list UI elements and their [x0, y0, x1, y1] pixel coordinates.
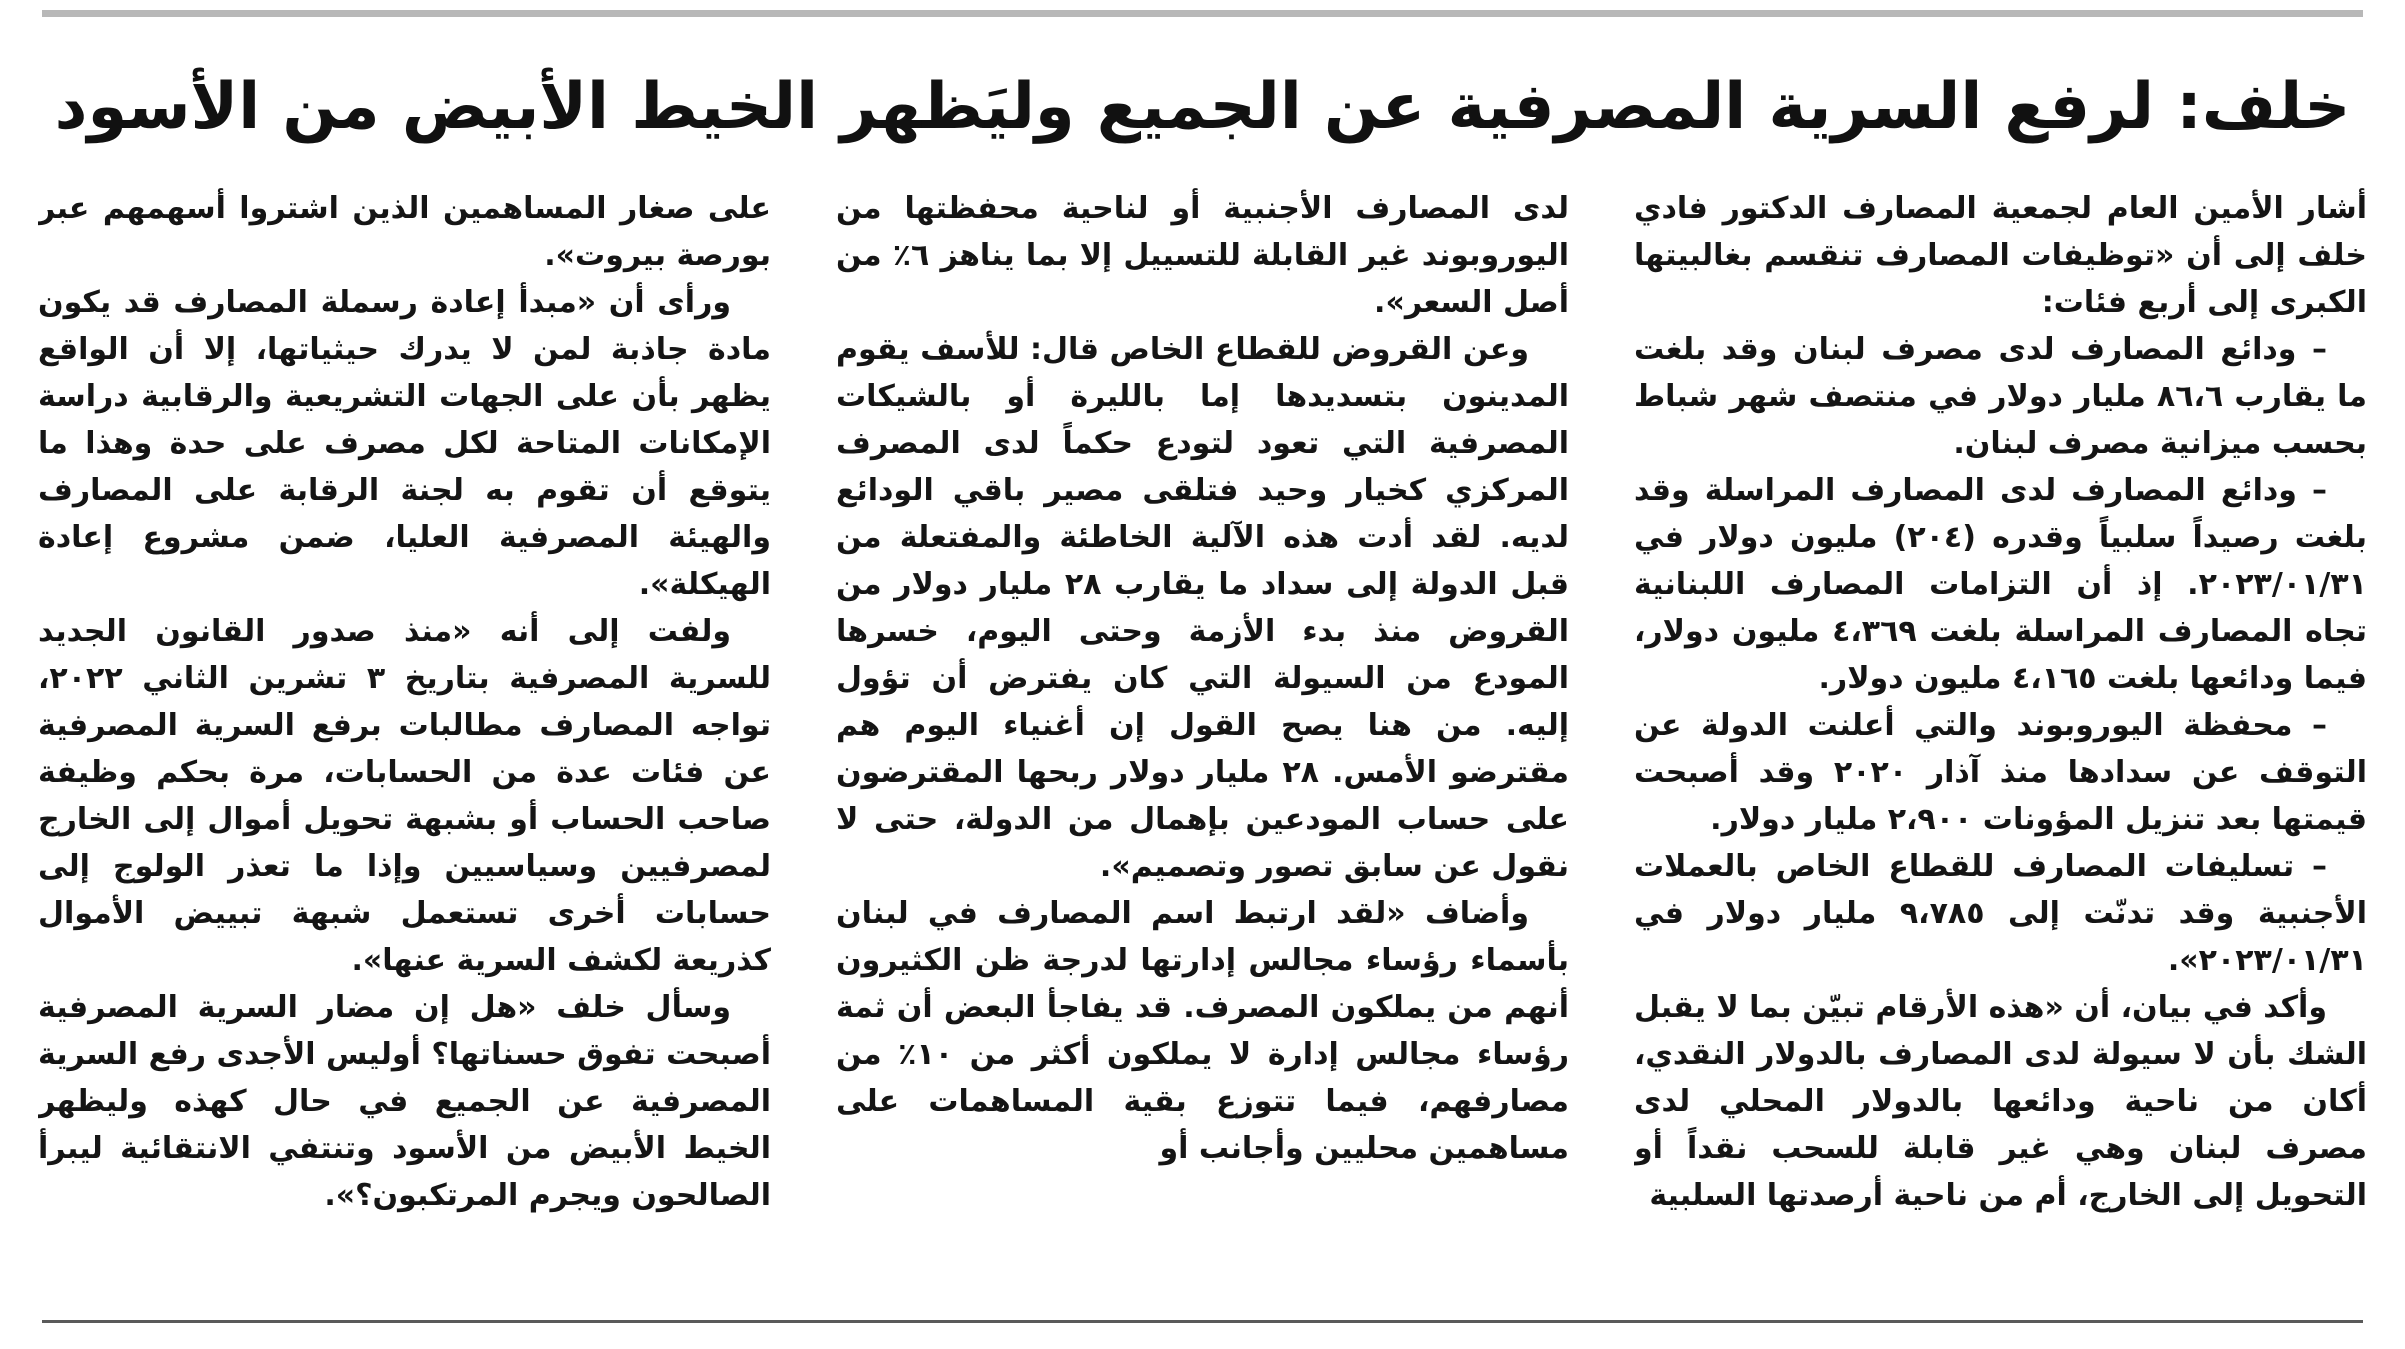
paragraph: ولفت إلى أنه «منذ صدور القانون الجديد للسرية المصرفية بتاريخ ٣ تشرين الثاني ٢٠٢٢، تواجه المصارف مطالبات برفع السرية المصرفية عن فئات عدة من الحسابات، مرة بحكم وظيفة صاحب الحساب أو بشبهة تحويل أموال إلى الخارج لمصرفيين وسياسيين وإذا ما تعذر الولوج إلى حسابات أخرى تستعمل شبهة تبييض الأموال كذريعة لكشف السرية عنها». [38, 614, 771, 978]
paragraph: أشار الأمين العام لجمعية المصارف الدكتور فادي خلف إلى أن «توظيفات المصارف تنقسم بغالبيتها الكبرى إلى أربع فئات: [1634, 191, 2367, 320]
paragraph: وأكد في بيان، أن «هذه الأرقام تبيّن بما لا يقبل الشك بأن لا سيولة لدى المصارف بالدولار النقدي، أكان من ناحية ودائعها بالدولار المحلي لدى مصرف لبنان وهي غير قابلة للسحب نقداً أو التحويل إلى الخارج، أم من ناحية أرصدتها السلبية [1634, 990, 2367, 1213]
paragraph: وعن القروض للقطاع الخاص قال: للأسف يقوم المدينون بتسديدها إما بالليرة أو بالشيكات المصرفية التي تعود لتودع حكماً لدى المصرف المركزي كخيار وحيد فتلقى مصير باقي الودائع لديه. لقد أدت هذه الآلية الخاطئة والمفتعلة من قبل الدولة إلى سداد ما يقارب ٢٨ مليار دولار من القروض منذ بدء الأزمة وحتى اليوم، خسرها المودع من السيولة التي كان يفترض أن تؤول إليه. من هنا يصح القول إن أغنياء اليوم هم مقترضو الأمس. ٢٨ مليار دولار ربحها المقترضون على حساب المودعين بإهمال من الدولة، حتى لا نقول عن سابق تصور وتصميم». [836, 332, 1569, 884]
paragraph: على صغار المساهمين الذين اشتروا أسهمهم عبر بورصة بيروت». [38, 191, 771, 273]
top-rule [42, 10, 2363, 17]
bottom-rule [42, 1320, 2363, 1323]
paragraph: وأضاف «لقد ارتبط اسم المصارف في لبنان بأسماء رؤساء مجالس إدارتها لدرجة ظن الكثيرون أنهم من يملكون المصرف. قد يفاجأ البعض أن ثمة رؤساء مجالس إدارة لا يملكون أكثر من ١٠٪ من مصارفهم، فيما تتوزع بقية المساهمات على مساهمين محليين وأجانب أو [836, 896, 1569, 1166]
article-column-3 [38, 185, 771, 1295]
article-headline: خلف: لرفع السرية المصرفية عن الجميع وليَظهر الخيط الأبيض من الأسود [54, 70, 2351, 144]
paragraph: – تسليفات المصارف للقطاع الخاص بالعملات الأجنبية وقد تدنّت إلى ٩،٧٨٥ مليار دولار في ٢٠٢٣/٠١/٣١». [1634, 849, 2367, 978]
paragraph: لدى المصارف الأجنبية أو لناحية محفظتها من اليوروبوند غير القابلة للتسييل إلا بما يناهز ٦٪ من أصل السعر». [836, 191, 1569, 320]
article-column-1 [1634, 185, 2367, 1295]
paragraph: – ودائع المصارف لدى مصرف لبنان وقد بلغت ما يقارب ٨٦،٦ مليار دولار في منتصف شهر شباط بحسب ميزانية مصرف لبنان. [1634, 332, 2367, 461]
article-body [38, 185, 2367, 1295]
paragraph: – محفظة اليوروبوند والتي أعلنت الدولة عن التوقف عن سدادها منذ آذار ٢٠٢٠ وقد أصبحت قيمتها بعد تنزيل المؤونات ٢،٩٠٠ مليار دولار. [1634, 708, 2367, 837]
paragraph: وسأل خلف «هل إن مضار السرية المصرفية أصبحت تفوق حسناتها؟ أوليس الأجدى رفع السرية المصرفية عن الجميع في حال كهذه وليظهر الخيط الأبيض من الأسود وتنتفي الانتقائية ليبرأ الصالحون ويجرم المرتكبون؟». [38, 990, 771, 1213]
paragraph: – ودائع المصارف لدى المصارف المراسلة وقد بلغت رصيداً سلبياً وقدره (٢٠٤) مليون دولار في ٢٠٢٣/٠١/٣١. إذ أن التزامات المصارف اللبنانية تجاه المصارف المراسلة بلغت ٤،٣٦٩ مليون دولار، فيما ودائعها بلغت ٤،١٦٥ مليون دولار. [1634, 473, 2367, 696]
article-column-2 [836, 185, 1569, 1295]
paragraph: ورأى أن «مبدأ إعادة رسملة المصارف قد يكون مادة جاذبة لمن لا يدرك حيثياتها، إلا أن الواقع يظهر بأن على الجهات التشريعية والرقابية دراسة الإمكانات المتاحة لكل مصرف على حدة وهذا ما يتوقع أن تقوم به لجنة الرقابة على المصارف والهيئة المصرفية العليا، ضمن مشروع إعادة الهيكلة». [38, 285, 771, 602]
